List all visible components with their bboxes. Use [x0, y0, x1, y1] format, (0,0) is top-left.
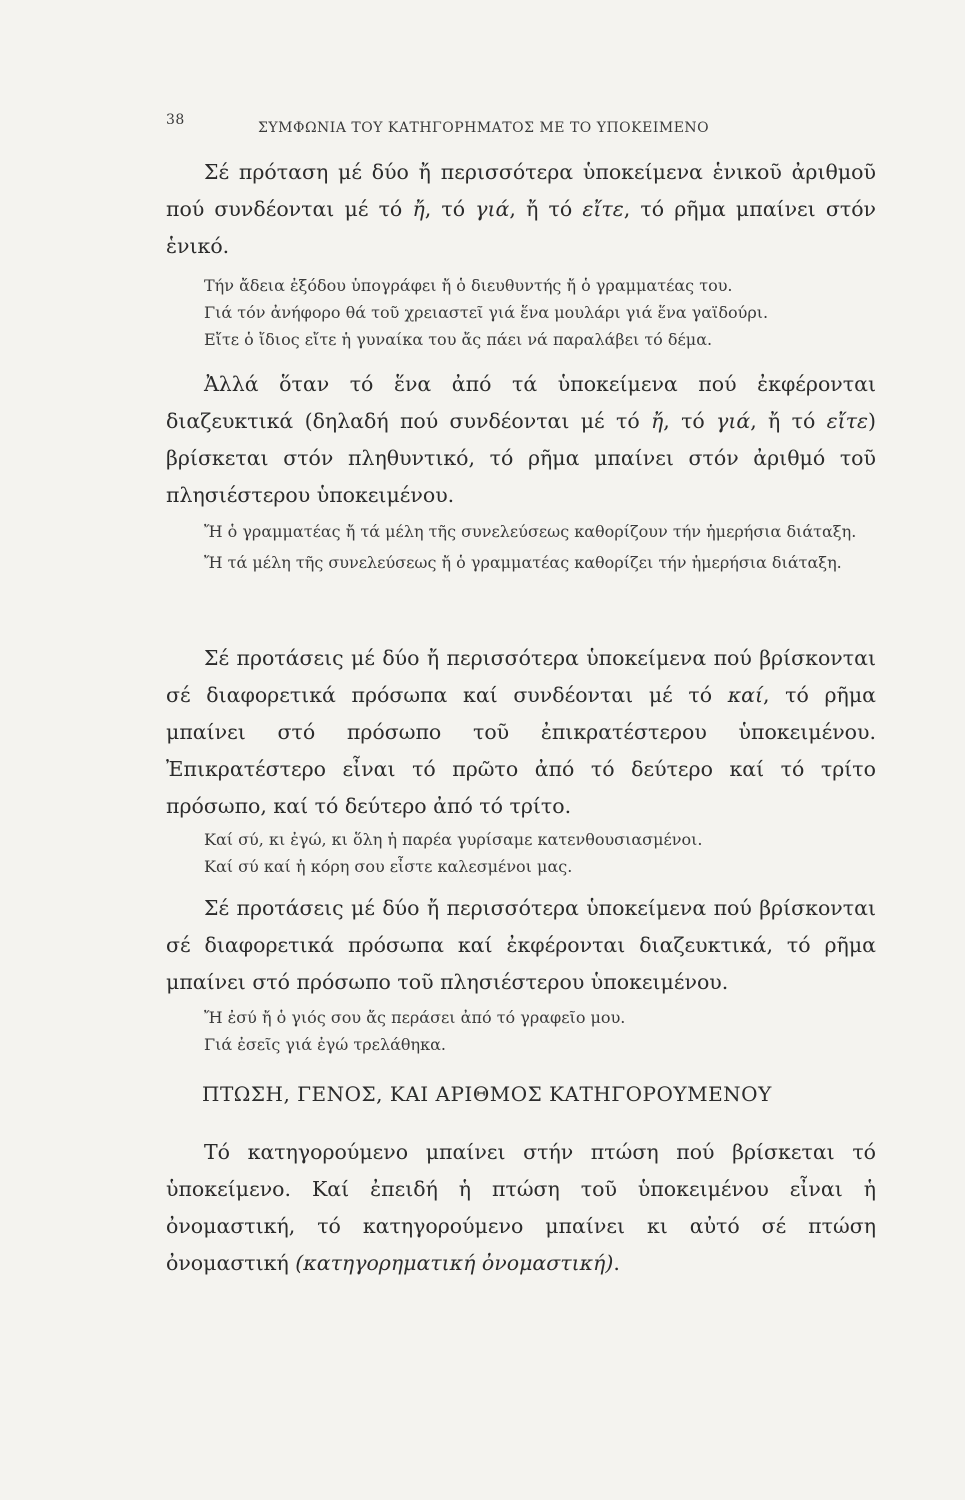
- paragraph-3: [166, 640, 876, 825]
- paragraph-4: [166, 890, 876, 1001]
- example-line: Εἴτε ὁ ἴδιος εἴτε ἡ γυναίκα του ἄς πάει νά παραλάβει τό δέμα.: [204, 330, 713, 349]
- paragraph-text: Ἀλλά ὅταν τό ἕνα ἀπό τά ὑποκείμενα πού ἐκφέρονται διαζευκτικά (δηλαδή πού συνδέονται μέ τό ἤ, τό γιά, ἤ τό εἴτε) βρίσκεται στόν πληθυντικό, τό ρῆμα μπαίνει στόν ἀριθμό τοῦ πλησιέστερου ὑποκειμένου.: [166, 372, 876, 507]
- example-line: Γιά τόν ἀνήφορο θά τοῦ χρειαστεῖ γιά ἕνα μουλάρι γιά ἕνα γαϊδούρι.: [204, 303, 769, 322]
- page-number: 38: [166, 112, 185, 128]
- example-line: Καί σύ καί ἡ κόρη σου εἶστε καλεσμένοι μας.: [204, 857, 573, 876]
- examples-2: [166, 518, 876, 576]
- running-head: ΣΥΜΦΩΝΙΑ ΤΟΥ ΚΑΤΗΓΟΡΗΜΑΤΟΣ ΜΕ ΤΟ ΥΠΟΚΕΙΜΕΝΟ: [258, 120, 710, 136]
- example-line: Ἤ ὁ γραμματέας ἤ τά μέλη τῆς συνελεύσεως καθορίζουν τήν ἡμερήσια διάταξη.: [204, 522, 857, 541]
- paragraph-text: Τό κατηγορούμενο μπαίνει στήν πτώση πού βρίσκεται τό ὑποκείμενο. Καί ἐπειδή ἡ πτώση τοῦ ὑποκειμένου εἶναι ἡ ὀνομαστική, τό κατηγορούμενο μπαίνει κι αὐτό σέ πτώση ὀνομαστική (κατηγορηματική ὀνομαστική).: [166, 1140, 876, 1275]
- example-line: Καί σύ, κι ἐγώ, κι ὅλη ἡ παρέα γυρίσαμε κατενθουσιασμένοι.: [204, 830, 703, 849]
- paragraph-text: Σέ προτάσεις μέ δύο ἤ περισσότερα ὑποκείμενα πού βρίσκονται σέ διαφορετικά πρόσωπα καί ἐκφέρονται διαζευκτικά, τό ρῆμα μπαίνει στό πρόσωπο τοῦ πλησιέστερου ὑποκειμένου.: [166, 896, 876, 994]
- paragraph-1: [166, 154, 876, 265]
- examples-1: [166, 272, 876, 353]
- examples-3: [166, 826, 876, 880]
- example-line: Γιά ἐσεῖς γιά ἐγώ τρελάθηκα.: [204, 1035, 446, 1054]
- paragraph-5: [166, 1134, 876, 1282]
- section-heading: ΠΤΩΣΗ, ΓΕΝΟΣ, ΚΑΙ ΑΡΙΘΜΟΣ ΚΑΤΗΓΟΡΟΥΜΕΝΟΥ: [202, 1082, 772, 1106]
- paragraph-text: Σέ προτάσεις μέ δύο ἤ περισσότερα ὑποκείμενα πού βρίσκονται σέ διαφορετικά πρόσωπα καί συνδέονται μέ τό καί, τό ρῆμα μπαίνει στό πρόσωπο τοῦ ἐπικρατέστερου ὑποκειμένου. Ἐπικρατέστερο εἶναι τό πρῶτο ἀπό τό δεύτερο καί τό τρίτο πρόσωπο, καί τό δεύτερο ἀπό τό τρίτο.: [166, 646, 876, 818]
- paragraph-2: [166, 366, 876, 514]
- paragraph-text: Σέ πρόταση μέ δύο ἤ περισσότερα ὑποκείμενα ἑνικοῦ ἀριθμοῦ πού συνδέονται μέ τό ἤ, τό γιά, ἤ τό εἴτε, τό ρῆμα μπαίνει στόν ἑνικό.: [166, 160, 876, 258]
- example-line: Ἤ τά μέλη τῆς συνελεύσεως ἤ ὁ γραμματέας καθορίζει τήν ἡμερήσια διάταξη.: [204, 553, 842, 572]
- examples-4: [166, 1004, 876, 1058]
- example-line: Ἤ ἐσύ ἤ ὁ γιός σου ἄς περάσει ἀπό τό γραφεῖο μου.: [204, 1008, 626, 1027]
- example-line: Τήν ἄδεια ἐξόδου ὑπογράφει ἤ ὁ διευθυντής ἤ ὁ γραμματέας του.: [204, 276, 733, 295]
